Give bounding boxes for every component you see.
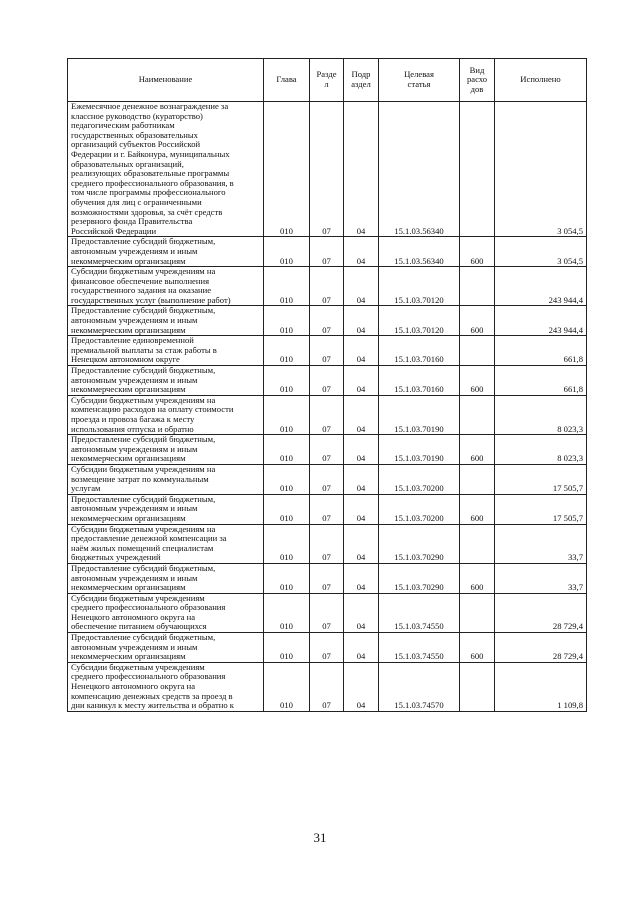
row-subsection-cell: 04 [344, 593, 379, 632]
table-row [68, 237, 587, 267]
row-expense-type-cell [460, 267, 495, 306]
row-subsection-cell: 04 [344, 524, 379, 563]
row-expense-type-cell [460, 593, 495, 632]
row-expense-type-cell [460, 464, 495, 494]
row-subsection-cell: 04 [344, 102, 379, 237]
table-body [68, 102, 587, 712]
row-section-cell: 07 [310, 395, 344, 434]
row-name-cell: Предоставление субсидий бюджетным, автономным учреждениям и иным некоммерческим организациям [68, 563, 264, 593]
table-row [68, 464, 587, 494]
row-target-cell: 15.1.03.70200 [379, 464, 460, 494]
row-executed-cell: 28 729,4 [495, 593, 587, 632]
row-name-cell: Субсидии бюджетным учреждениям среднего профессионального образования Ненецкого автономного округа на компенсацию денежных средств за проезд в дни каникул к месту жительства и обратно к [68, 662, 264, 711]
row-section-cell: 07 [310, 593, 344, 632]
row-subsection-cell: 04 [344, 464, 379, 494]
row-section-cell: 07 [310, 524, 344, 563]
table-row [68, 593, 587, 632]
row-chapter-cell: 010 [264, 593, 310, 632]
row-section-cell: 07 [310, 464, 344, 494]
row-name-cell: Предоставление субсидий бюджетным, автономным учреждениям и иным некоммерческим организациям [68, 366, 264, 396]
table-row [68, 336, 587, 366]
row-expense-type-cell: 600 [460, 563, 495, 593]
header-subsection: Подр аздел [344, 59, 379, 102]
row-name-cell: Предоставление субсидий бюджетным, автономным учреждениям и иным некоммерческим организациям [68, 435, 264, 465]
row-executed-cell: 661,8 [495, 366, 587, 396]
table-row [68, 662, 587, 711]
row-expense-type-cell [460, 524, 495, 563]
row-subsection-cell: 04 [344, 435, 379, 465]
budget-table [67, 58, 587, 712]
row-chapter-cell: 010 [264, 267, 310, 306]
row-executed-cell: 8 023,3 [495, 435, 587, 465]
row-subsection-cell: 04 [344, 563, 379, 593]
row-name-cell: Субсидии бюджетным учреждениям на финансовое обеспечение выполнения государственного задания на оказание государственных услуг (выполнение работ) [68, 267, 264, 306]
row-target-cell: 15.1.03.70290 [379, 563, 460, 593]
row-name-cell: Субсидии бюджетным учреждениям среднего профессионального образования Ненецкого автономного округа на обеспечение питанием обучающихся [68, 593, 264, 632]
row-section-cell: 07 [310, 336, 344, 366]
row-target-cell: 15.1.03.74570 [379, 662, 460, 711]
row-subsection-cell: 04 [344, 395, 379, 434]
table-row [68, 494, 587, 524]
row-executed-cell: 1 109,8 [495, 662, 587, 711]
table-row [68, 633, 587, 663]
header-name: Наименование [68, 59, 264, 102]
row-name-cell: Ежемесячное денежное вознаграждение за классное руководство (кураторство) педагогическим работникам государственных образовательных организаций субъектов Российской Федерации и г. Байконура, муниципальных образовательных организаций, реализующих образовательные программы среднего профессионального образования, в том числе программы профессионального обучения для лиц с ограниченными возможностями здоровья, за счёт средств резервного фонда Правительства Российской Федерации [68, 102, 264, 237]
row-expense-type-cell [460, 336, 495, 366]
row-name-cell: Предоставление субсидий бюджетным, автономным учреждениям и иным некоммерческим организациям [68, 306, 264, 336]
row-chapter-cell: 010 [264, 494, 310, 524]
table-row [68, 306, 587, 336]
row-chapter-cell: 010 [264, 633, 310, 663]
row-chapter-cell: 010 [264, 464, 310, 494]
row-section-cell: 07 [310, 563, 344, 593]
row-section-cell: 07 [310, 633, 344, 663]
row-chapter-cell: 010 [264, 366, 310, 396]
row-expense-type-cell: 600 [460, 494, 495, 524]
row-executed-cell: 33,7 [495, 563, 587, 593]
row-chapter-cell: 010 [264, 563, 310, 593]
row-executed-cell: 17 505,7 [495, 464, 587, 494]
row-executed-cell: 243 944,4 [495, 267, 587, 306]
row-chapter-cell: 010 [264, 306, 310, 336]
row-expense-type-cell: 600 [460, 306, 495, 336]
row-name-cell: Предоставление субсидий бюджетным, автономным учреждениям и иным некоммерческим организациям [68, 494, 264, 524]
row-chapter-cell: 010 [264, 662, 310, 711]
row-target-cell: 15.1.03.70190 [379, 435, 460, 465]
row-chapter-cell: 010 [264, 435, 310, 465]
row-chapter-cell: 010 [264, 524, 310, 563]
row-target-cell: 15.1.03.70200 [379, 494, 460, 524]
row-executed-cell: 8 023,3 [495, 395, 587, 434]
row-target-cell: 15.1.03.56340 [379, 102, 460, 237]
row-expense-type-cell: 600 [460, 633, 495, 663]
row-section-cell: 07 [310, 435, 344, 465]
row-executed-cell: 3 054,5 [495, 102, 587, 237]
table-row [68, 267, 587, 306]
row-expense-type-cell [460, 395, 495, 434]
row-section-cell: 07 [310, 237, 344, 267]
row-chapter-cell: 010 [264, 102, 310, 237]
header-executed: Исполнено [495, 59, 587, 102]
table-row [68, 102, 587, 237]
table-row [68, 366, 587, 396]
header-chapter: Глава [264, 59, 310, 102]
row-subsection-cell: 04 [344, 267, 379, 306]
header-target: Целевая статья [379, 59, 460, 102]
row-target-cell: 15.1.03.70160 [379, 336, 460, 366]
table-header-row [68, 59, 587, 102]
row-subsection-cell: 04 [344, 494, 379, 524]
row-subsection-cell: 04 [344, 306, 379, 336]
row-chapter-cell: 010 [264, 336, 310, 366]
page-number: 31 [313, 830, 327, 845]
row-subsection-cell: 04 [344, 237, 379, 267]
row-target-cell: 15.1.03.74550 [379, 633, 460, 663]
row-chapter-cell: 010 [264, 395, 310, 434]
row-expense-type-cell [460, 102, 495, 237]
table-row [68, 524, 587, 563]
row-subsection-cell: 04 [344, 633, 379, 663]
row-target-cell: 15.1.03.56340 [379, 237, 460, 267]
header-section: Разде л [310, 59, 344, 102]
row-section-cell: 07 [310, 102, 344, 237]
row-target-cell: 15.1.03.74550 [379, 593, 460, 632]
row-executed-cell: 33,7 [495, 524, 587, 563]
row-section-cell: 07 [310, 306, 344, 336]
row-section-cell: 07 [310, 494, 344, 524]
row-target-cell: 15.1.03.70290 [379, 524, 460, 563]
table-row [68, 435, 587, 465]
row-executed-cell: 661,8 [495, 336, 587, 366]
row-name-cell: Предоставление субсидий бюджетным, автономным учреждениям и иным некоммерческим организациям [68, 237, 264, 267]
row-name-cell: Предоставление единовременной премиальной выплаты за стаж работы в Ненецком автономном округе [68, 336, 264, 366]
row-expense-type-cell [460, 662, 495, 711]
header-expense-type: Вид расхо дов [460, 59, 495, 102]
row-section-cell: 07 [310, 267, 344, 306]
row-executed-cell: 243 944,4 [495, 306, 587, 336]
row-target-cell: 15.1.03.70160 [379, 366, 460, 396]
row-executed-cell: 28 729,4 [495, 633, 587, 663]
row-expense-type-cell: 600 [460, 366, 495, 396]
row-expense-type-cell: 600 [460, 237, 495, 267]
row-target-cell: 15.1.03.70120 [379, 306, 460, 336]
row-subsection-cell: 04 [344, 336, 379, 366]
row-name-cell: Субсидии бюджетным учреждениям на компенсацию расходов на оплату стоимости проезда и провоза багажа к месту использования отпуска и обратно [68, 395, 264, 434]
row-section-cell: 07 [310, 662, 344, 711]
table-row [68, 395, 587, 434]
row-chapter-cell: 010 [264, 237, 310, 267]
row-name-cell: Субсидии бюджетным учреждениям на возмещение затрат по коммунальным услугам [68, 464, 264, 494]
row-subsection-cell: 04 [344, 366, 379, 396]
row-subsection-cell: 04 [344, 662, 379, 711]
row-target-cell: 15.1.03.70190 [379, 395, 460, 434]
row-target-cell: 15.1.03.70120 [379, 267, 460, 306]
row-section-cell: 07 [310, 366, 344, 396]
row-executed-cell: 17 505,7 [495, 494, 587, 524]
row-name-cell: Предоставление субсидий бюджетным, автономным учреждениям и иным некоммерческим организациям [68, 633, 264, 663]
table-row [68, 563, 587, 593]
row-expense-type-cell: 600 [460, 435, 495, 465]
row-executed-cell: 3 054,5 [495, 237, 587, 267]
row-name-cell: Субсидии бюджетным учреждениям на предоставление денежной компенсации за наём жилых помещений специалистам бюджетных учреждений [68, 524, 264, 563]
